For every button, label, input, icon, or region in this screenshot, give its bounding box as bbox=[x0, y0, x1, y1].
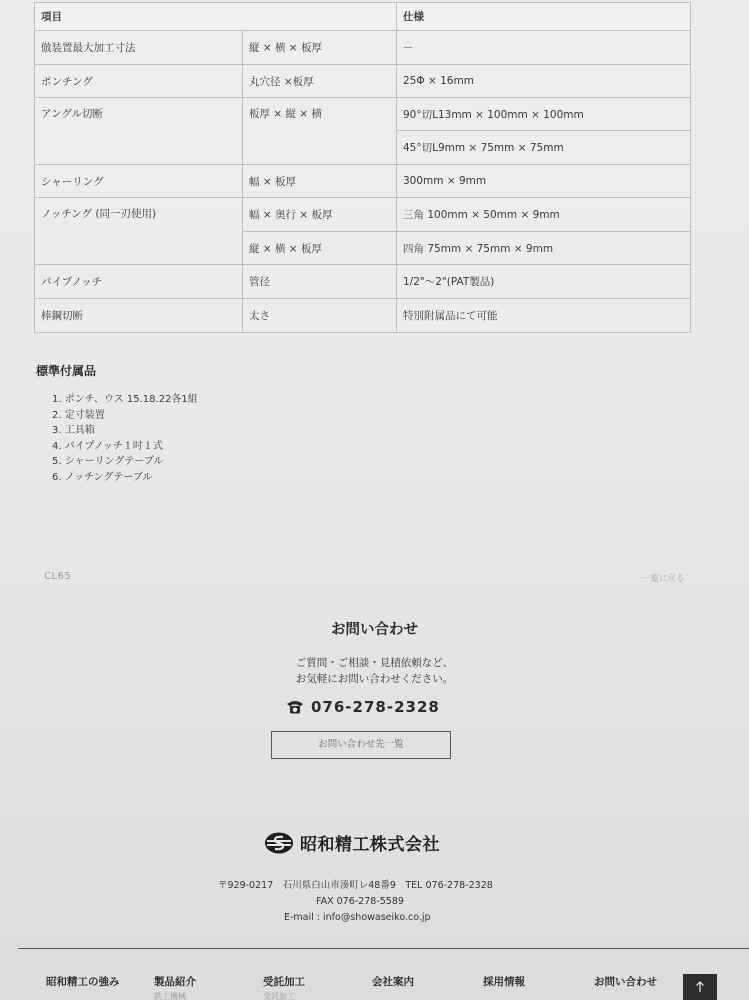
nav-contract-processing[interactable]: 受託加工 bbox=[263, 976, 305, 988]
contact-title: お問い合わせ bbox=[331, 622, 418, 638]
row-param: 太さ bbox=[243, 299, 397, 333]
nav-company[interactable]: 会社案内 bbox=[372, 976, 414, 988]
phone-number: 076-278-2328 bbox=[311, 698, 440, 716]
company-brand bbox=[264, 830, 440, 855]
row-item: ポンチング bbox=[35, 65, 243, 98]
company-address bbox=[218, 878, 493, 926]
footer-nav bbox=[0, 974, 749, 1000]
list-item: 3. 工具箱 bbox=[52, 425, 95, 436]
company-name: 昭和精工株式会社 bbox=[300, 835, 440, 855]
spec-table-header bbox=[35, 3, 691, 31]
back-to-list-link[interactable]: 一覧に戻る bbox=[642, 574, 685, 584]
row-value: 25Φ × 16mm bbox=[397, 65, 691, 98]
nav-products-sub[interactable]: 鉄工機械 bbox=[154, 992, 186, 1000]
row-param: 幅 × 板厚 bbox=[243, 165, 397, 198]
row-item: シャーリング bbox=[35, 165, 243, 198]
model-name: CL65 bbox=[44, 571, 72, 582]
header-spec: 仕様 bbox=[397, 3, 691, 31]
list-item: 6. ノッチングテーブル bbox=[52, 471, 153, 483]
nav-recruit[interactable]: 採用情報 bbox=[483, 976, 525, 988]
accessories-title: 標準付属品 bbox=[36, 364, 97, 378]
list-item: 5. シャーリングテーブル bbox=[52, 456, 164, 467]
row-value: － bbox=[397, 31, 691, 65]
row-item: 倣装置最大加工寸法 bbox=[35, 31, 243, 65]
postal-address: 〒929-0217 石川県白山市湊町レ48番9 TEL 076-278-2328 bbox=[218, 880, 493, 891]
nav-strengths[interactable]: 昭和精工の強み bbox=[46, 976, 120, 988]
nav-contact[interactable]: お問い合わせ bbox=[594, 976, 657, 988]
nav-contract-processing-sub[interactable]: 受託加工 bbox=[263, 992, 295, 1000]
row-param: 幅 × 奥行 × 板厚 bbox=[243, 198, 397, 232]
row-item: ノッチング (同一刃使用) bbox=[35, 198, 243, 265]
table-row bbox=[35, 265, 691, 299]
table-row bbox=[35, 198, 691, 232]
row-item: アングル切断 bbox=[35, 98, 243, 165]
fax-number: FAX 076-278-5589 bbox=[316, 896, 404, 907]
row-value: 特別附属品にて可能 bbox=[397, 299, 691, 333]
table-row bbox=[35, 98, 691, 131]
row-value: 三角 100mm × 50mm × 9mm bbox=[397, 198, 691, 232]
contact-list-button[interactable]: お問い合わせ先一覧 bbox=[271, 731, 451, 759]
contact-message bbox=[0, 655, 749, 687]
nav-products[interactable]: 製品紹介 bbox=[154, 976, 196, 988]
back-to-top-button[interactable] bbox=[683, 974, 717, 1000]
list-item: 2. 定寸装置 bbox=[52, 409, 105, 421]
email-address: E-mail : info@showaseiko.co.jp bbox=[284, 912, 431, 923]
company-logo-icon bbox=[264, 831, 294, 855]
list-item: 1. ポンチ、ウス 15.18.22各1組 bbox=[52, 394, 198, 405]
contact-phone[interactable] bbox=[285, 698, 440, 716]
table-row bbox=[35, 165, 691, 198]
row-value: 四角 75mm × 75mm × 9mm bbox=[397, 232, 691, 265]
table-row bbox=[35, 299, 691, 333]
row-param: 丸穴径 ×板厚 bbox=[243, 65, 397, 98]
contact-message-line: ご質問・ご相談・見積依頼など、 bbox=[295, 657, 454, 669]
row-param: 管径 bbox=[243, 265, 397, 299]
accessories-list bbox=[52, 392, 198, 485]
table-row bbox=[35, 65, 691, 98]
header-item: 項目 bbox=[35, 3, 397, 31]
row-value: 300mm × 9mm bbox=[397, 165, 691, 198]
contact-message-line: お気軽にお問い合わせください。 bbox=[295, 673, 454, 685]
row-value: 45°切L9mm × 75mm × 75mm bbox=[397, 131, 691, 165]
row-param: 縦 × 横 × 板厚 bbox=[243, 232, 397, 265]
row-item: 棒鋼切断 bbox=[35, 299, 243, 333]
list-item: 4. パイプノッチ１吋１式 bbox=[52, 440, 163, 452]
footer-divider bbox=[18, 948, 749, 949]
row-item: パイプノッチ bbox=[35, 265, 243, 299]
row-param: 板厚 × 縦 × 横 bbox=[243, 98, 397, 165]
row-param: 縦 × 横 × 板厚 bbox=[243, 31, 397, 65]
row-value: 1/2"～2"(PAT製品) bbox=[397, 265, 691, 299]
arrow-up-icon bbox=[695, 981, 705, 993]
spec-table bbox=[34, 2, 691, 333]
table-row bbox=[35, 31, 691, 65]
phone-icon bbox=[285, 699, 305, 715]
row-value: 90°切L13mm × 100mm × 100mm bbox=[397, 98, 691, 131]
